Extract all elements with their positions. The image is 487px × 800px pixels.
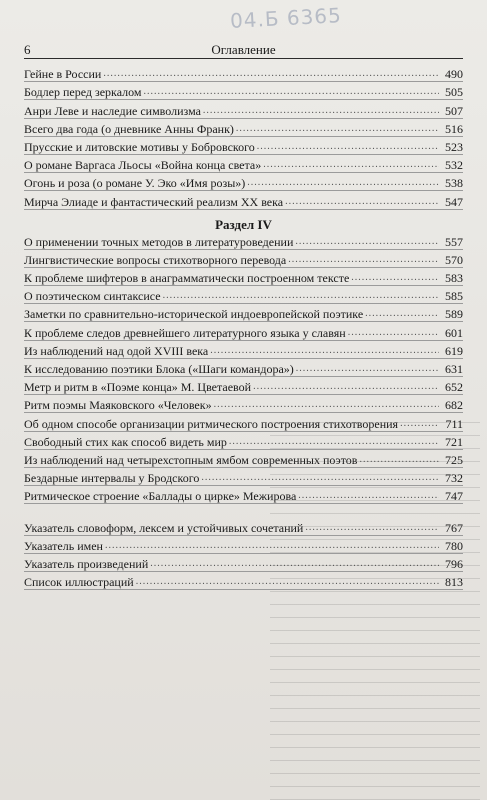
toc-entry-title: Бодлер перед зеркалом xyxy=(24,85,142,100)
toc-leader-dots xyxy=(203,104,439,118)
toc-entry-title: О применении точных методов в литературоведении xyxy=(24,234,294,249)
toc-entry-title: Указатель имен xyxy=(24,538,103,553)
toc-entry-title: К проблеме следов древнейшего литературного языка у славян xyxy=(24,325,346,340)
toc-entry-page: 652 xyxy=(445,380,463,395)
toc-entry-title: О поэтическом синтаксисе xyxy=(24,289,161,304)
toc-entry-title: Гейне в России xyxy=(24,67,102,82)
toc-entry-page: 557 xyxy=(445,234,463,249)
toc-entry-title: Огонь и роза (о романе У. Эко «Имя розы») xyxy=(24,176,246,191)
toc-entry-page: 585 xyxy=(445,289,463,304)
toc-leader-dots xyxy=(288,253,439,267)
toc-leader-dots xyxy=(247,176,439,190)
toc-entry-page: 570 xyxy=(445,252,463,267)
toc-leader-dots xyxy=(263,158,439,172)
toc-entry-title: Метр и ритм в «Поэме конца» М. Цветаевой xyxy=(24,380,252,395)
toc-entry xyxy=(24,232,463,250)
section-heading: Раздел IV xyxy=(215,216,272,232)
toc-leader-dots xyxy=(210,344,439,358)
toc-entry-page: 589 xyxy=(445,307,463,322)
toc-entry-page: 516 xyxy=(445,121,463,136)
toc-entry xyxy=(24,155,463,173)
toc-leader-dots xyxy=(236,122,439,136)
toc-leader-dots xyxy=(348,326,439,340)
toc-entry-title: Список иллюстраций xyxy=(24,575,134,590)
reverse-side-bleed-through xyxy=(270,410,480,800)
toc-entry-title: Лингвистические вопросы стихотворного перевода xyxy=(24,252,287,267)
toc-entry-title: Об одном способе организации ритмического построения стихотворения xyxy=(24,416,399,431)
toc-entry-title: Всего два года (о дневнике Анны Франк) xyxy=(24,121,234,136)
toc-entry-title: Заметки по сравнительно-исторической индоевропейской поэтике xyxy=(24,307,364,322)
toc-entry-title: К проблеме шифтеров в анаграмматически построенном тексте xyxy=(24,271,350,286)
toc-entry-page: 682 xyxy=(445,398,463,413)
toc-leader-dots xyxy=(295,235,439,249)
toc-entry-page: 505 xyxy=(445,85,463,100)
toc-leader-dots xyxy=(144,85,440,99)
toc-entry-title: Анри Леве и наследие символизма xyxy=(24,103,201,118)
toc-entry xyxy=(24,341,463,359)
toc-entry-page: 721 xyxy=(445,434,463,449)
toc-entry xyxy=(24,322,463,340)
toc-entry xyxy=(24,64,463,82)
toc-group-essays xyxy=(24,64,463,210)
toc-entry-page: 547 xyxy=(445,194,463,209)
toc-leader-dots xyxy=(103,67,439,81)
toc-entry xyxy=(24,191,463,209)
toc-entry xyxy=(24,250,463,268)
toc-entry xyxy=(24,82,463,100)
toc-leader-dots xyxy=(285,195,439,209)
toc-entry-title: Указатель словоформ, лексем и устойчивых сочетаний xyxy=(24,520,304,535)
toc-entry-title: О романе Варгаса Льосы «Война конца света» xyxy=(24,158,262,173)
toc-leader-dots xyxy=(253,380,439,394)
toc-leader-dots xyxy=(351,271,439,285)
toc-entry-page: 532 xyxy=(445,158,463,173)
toc-entry-page: 732 xyxy=(445,471,463,486)
toc-entry-page: 767 xyxy=(445,520,463,535)
toc-entry xyxy=(24,304,463,322)
toc-entry xyxy=(24,100,463,118)
toc-entry-page: 538 xyxy=(445,176,463,191)
toc-entry xyxy=(24,137,463,155)
toc-entry xyxy=(24,377,463,395)
toc-entry-page: 813 xyxy=(445,575,463,590)
toc-leader-dots xyxy=(296,362,439,376)
toc-entry-page: 711 xyxy=(445,416,463,431)
toc-entry-title: Ритм поэмы Маяковского «Человек» xyxy=(24,398,212,413)
toc-entry xyxy=(24,119,463,137)
toc-entry-title: Указатель произведений xyxy=(24,556,149,571)
toc-entry-title: Из наблюдений над одой XVIII века xyxy=(24,343,209,358)
toc-entry-title: Прусские и литовские мотивы у Бобровского xyxy=(24,139,255,154)
toc-leader-dots xyxy=(163,289,439,303)
toc-entry-page: 780 xyxy=(445,538,463,553)
toc-entry-title: Бездарные интервалы у Бродского xyxy=(24,471,200,486)
toc-entry-page: 583 xyxy=(445,271,463,286)
toc-entry-title: Мирча Элиаде и фантастический реализм XX века xyxy=(24,194,284,209)
toc-entry-page: 619 xyxy=(445,343,463,358)
toc-entry-title: Из наблюдений над четырехстопным ямбом современных поэтов xyxy=(24,452,358,467)
toc-leader-dots xyxy=(257,140,439,154)
toc-entry xyxy=(24,268,463,286)
page-header xyxy=(24,42,463,59)
toc-leader-dots xyxy=(365,307,439,321)
library-stamp: 04.Б 6365 xyxy=(229,3,343,33)
page-number: 6 xyxy=(24,42,31,57)
toc-entry-page: 747 xyxy=(445,489,463,504)
toc-entry-page: 796 xyxy=(445,556,463,571)
toc-entry-title: К исследованию поэтики Блока («Шаги командора») xyxy=(24,362,294,376)
toc-entry-page: 601 xyxy=(445,325,463,340)
toc-entry-page: 631 xyxy=(445,362,463,376)
toc-entry xyxy=(24,359,463,377)
toc-entry-page: 725 xyxy=(445,452,463,467)
running-title: Оглавление xyxy=(211,42,276,57)
toc-entry-page: 523 xyxy=(445,139,463,154)
toc-entry xyxy=(24,173,463,191)
toc-entry-title: Свободный стих как способ видеть мир xyxy=(24,434,227,449)
toc-entry-page: 507 xyxy=(445,103,463,118)
toc-entry-title: Ритмическое строение «Баллады о цирке» Межирова xyxy=(24,489,297,504)
toc-entry xyxy=(24,286,463,304)
toc-entry-page: 490 xyxy=(445,67,463,82)
